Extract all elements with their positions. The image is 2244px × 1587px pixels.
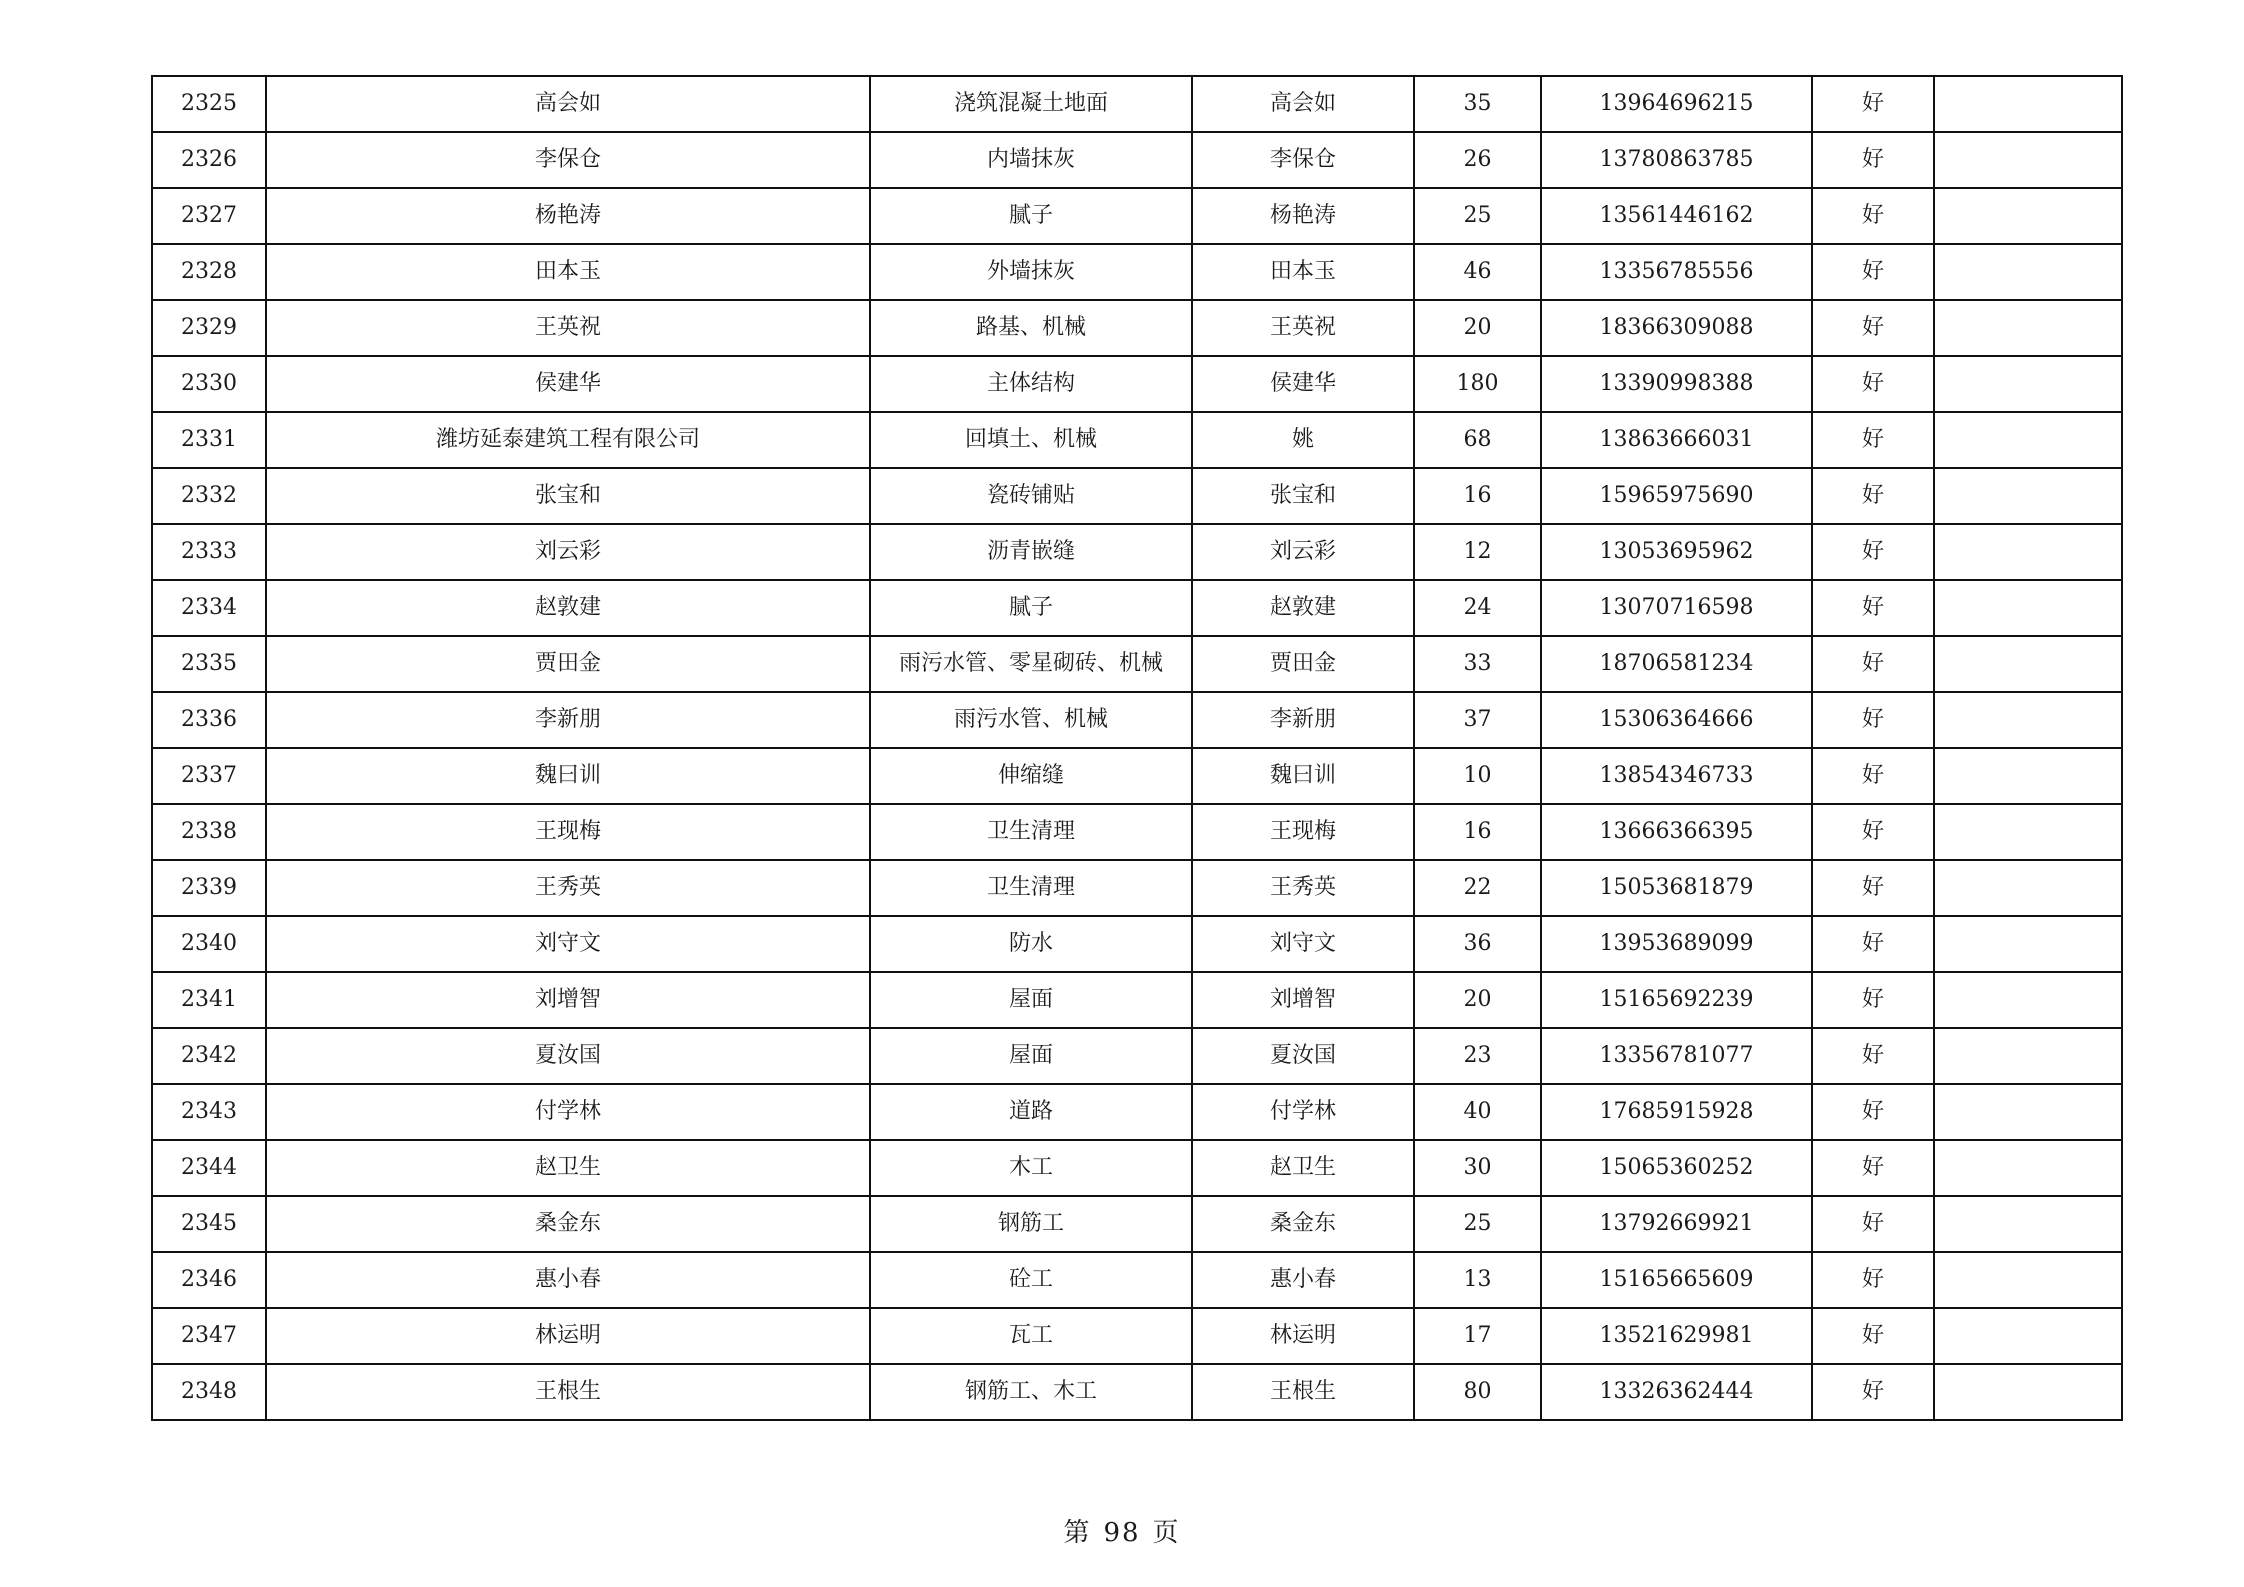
remark-cell — [1934, 804, 2122, 860]
contact-cell: 王根生 — [1192, 1364, 1414, 1420]
phone-cell: 15165692239 — [1541, 972, 1812, 1028]
name-cell: 潍坊延泰建筑工程有限公司 — [266, 412, 870, 468]
rating-cell: 好 — [1812, 636, 1934, 692]
phone-cell: 13561446162 — [1541, 188, 1812, 244]
table-row — [152, 468, 2122, 524]
name-cell: 田本玉 — [266, 244, 870, 300]
seq-cell: 2345 — [152, 1196, 266, 1252]
work-type-cell: 卫生清理 — [870, 860, 1192, 916]
seq-cell: 2340 — [152, 916, 266, 972]
contact-cell: 赵敦建 — [1192, 580, 1414, 636]
work-type-cell: 屋面 — [870, 1028, 1192, 1084]
table-row — [152, 860, 2122, 916]
contact-cell: 张宝和 — [1192, 468, 1414, 524]
table-row — [152, 1308, 2122, 1364]
contact-cell: 付学林 — [1192, 1084, 1414, 1140]
rating-cell: 好 — [1812, 244, 1934, 300]
contact-cell: 杨艳涛 — [1192, 188, 1414, 244]
contact-cell: 侯建华 — [1192, 356, 1414, 412]
count-cell: 12 — [1414, 524, 1541, 580]
work-type-cell: 防水 — [870, 916, 1192, 972]
name-cell: 付学林 — [266, 1084, 870, 1140]
name-cell: 侯建华 — [266, 356, 870, 412]
remark-cell — [1934, 1028, 2122, 1084]
rating-cell: 好 — [1812, 1308, 1934, 1364]
count-cell: 33 — [1414, 636, 1541, 692]
name-cell: 魏曰训 — [266, 748, 870, 804]
seq-cell: 2347 — [152, 1308, 266, 1364]
count-cell: 30 — [1414, 1140, 1541, 1196]
count-cell: 24 — [1414, 580, 1541, 636]
count-cell: 25 — [1414, 188, 1541, 244]
rating-cell: 好 — [1812, 132, 1934, 188]
remark-cell — [1934, 356, 2122, 412]
remark-cell — [1934, 972, 2122, 1028]
rating-cell: 好 — [1812, 356, 1934, 412]
name-cell: 刘增智 — [266, 972, 870, 1028]
count-cell: 180 — [1414, 356, 1541, 412]
count-cell: 17 — [1414, 1308, 1541, 1364]
work-type-cell: 卫生清理 — [870, 804, 1192, 860]
remark-cell — [1934, 636, 2122, 692]
contact-cell: 王秀英 — [1192, 860, 1414, 916]
table-row — [152, 692, 2122, 748]
work-type-cell: 砼工 — [870, 1252, 1192, 1308]
phone-cell: 13666366395 — [1541, 804, 1812, 860]
count-cell: 46 — [1414, 244, 1541, 300]
phone-cell: 15965975690 — [1541, 468, 1812, 524]
name-cell: 刘守文 — [266, 916, 870, 972]
page-footer-prefix: 第 — [1063, 1518, 1092, 1548]
seq-cell: 2344 — [152, 1140, 266, 1196]
phone-cell: 15065360252 — [1541, 1140, 1812, 1196]
table-row — [152, 1084, 2122, 1140]
seq-cell: 2336 — [152, 692, 266, 748]
seq-cell: 2334 — [152, 580, 266, 636]
count-cell: 37 — [1414, 692, 1541, 748]
work-type-cell: 伸缩缝 — [870, 748, 1192, 804]
name-cell: 赵卫生 — [266, 1140, 870, 1196]
rating-cell: 好 — [1812, 972, 1934, 1028]
phone-cell: 13953689099 — [1541, 916, 1812, 972]
work-type-cell: 内墙抹灰 — [870, 132, 1192, 188]
count-cell: 68 — [1414, 412, 1541, 468]
phone-cell: 13964696215 — [1541, 76, 1812, 132]
seq-cell: 2346 — [152, 1252, 266, 1308]
table-row — [152, 132, 2122, 188]
name-cell: 李保仓 — [266, 132, 870, 188]
contact-cell: 赵卫生 — [1192, 1140, 1414, 1196]
name-cell: 林运明 — [266, 1308, 870, 1364]
table-row — [152, 524, 2122, 580]
remark-cell — [1934, 300, 2122, 356]
rating-cell: 好 — [1812, 804, 1934, 860]
work-type-cell: 雨污水管、机械 — [870, 692, 1192, 748]
name-cell: 惠小春 — [266, 1252, 870, 1308]
name-cell: 贾田金 — [266, 636, 870, 692]
table-row — [152, 300, 2122, 356]
table-row — [152, 356, 2122, 412]
count-cell: 26 — [1414, 132, 1541, 188]
phone-cell: 13053695962 — [1541, 524, 1812, 580]
phone-cell: 13863666031 — [1541, 412, 1812, 468]
name-cell: 王英祝 — [266, 300, 870, 356]
seq-cell: 2342 — [152, 1028, 266, 1084]
remark-cell — [1934, 244, 2122, 300]
phone-cell: 13390998388 — [1541, 356, 1812, 412]
seq-cell: 2333 — [152, 524, 266, 580]
remark-cell — [1934, 1252, 2122, 1308]
remark-cell — [1934, 1196, 2122, 1252]
work-type-cell: 道路 — [870, 1084, 1192, 1140]
table-row — [152, 412, 2122, 468]
count-cell: 80 — [1414, 1364, 1541, 1420]
work-type-cell: 钢筋工、木工 — [870, 1364, 1192, 1420]
rating-cell: 好 — [1812, 412, 1934, 468]
seq-cell: 2326 — [152, 132, 266, 188]
seq-cell: 2339 — [152, 860, 266, 916]
rating-cell: 好 — [1812, 188, 1934, 244]
remark-cell — [1934, 916, 2122, 972]
remark-cell — [1934, 468, 2122, 524]
phone-cell: 18366309088 — [1541, 300, 1812, 356]
contact-cell: 刘增智 — [1192, 972, 1414, 1028]
table-row — [152, 244, 2122, 300]
phone-cell: 15306364666 — [1541, 692, 1812, 748]
remark-cell — [1934, 748, 2122, 804]
table-row — [152, 636, 2122, 692]
phone-cell: 17685915928 — [1541, 1084, 1812, 1140]
rating-cell: 好 — [1812, 1084, 1934, 1140]
seq-cell: 2331 — [152, 412, 266, 468]
count-cell: 36 — [1414, 916, 1541, 972]
contact-cell: 惠小春 — [1192, 1252, 1414, 1308]
phone-cell: 18706581234 — [1541, 636, 1812, 692]
name-cell: 王秀英 — [266, 860, 870, 916]
count-cell: 16 — [1414, 804, 1541, 860]
table-row — [152, 916, 2122, 972]
contact-cell: 刘云彩 — [1192, 524, 1414, 580]
work-type-cell: 腻子 — [870, 580, 1192, 636]
rating-cell: 好 — [1812, 748, 1934, 804]
seq-cell: 2330 — [152, 356, 266, 412]
page-number: 98 — [1103, 1518, 1141, 1548]
contact-cell: 刘守文 — [1192, 916, 1414, 972]
name-cell: 桑金东 — [266, 1196, 870, 1252]
work-type-cell: 雨污水管、零星砌砖、机械 — [870, 636, 1192, 692]
rating-cell: 好 — [1812, 300, 1934, 356]
phone-cell: 13070716598 — [1541, 580, 1812, 636]
contact-cell: 王英祝 — [1192, 300, 1414, 356]
count-cell: 23 — [1414, 1028, 1541, 1084]
rating-cell: 好 — [1812, 580, 1934, 636]
seq-cell: 2341 — [152, 972, 266, 1028]
phone-cell: 13356785556 — [1541, 244, 1812, 300]
contact-cell: 李保仓 — [1192, 132, 1414, 188]
seq-cell: 2338 — [152, 804, 266, 860]
phone-cell: 13326362444 — [1541, 1364, 1812, 1420]
count-cell: 10 — [1414, 748, 1541, 804]
work-type-cell: 瓷砖铺贴 — [870, 468, 1192, 524]
rating-cell: 好 — [1812, 1028, 1934, 1084]
table-row — [152, 1140, 2122, 1196]
seq-cell: 2329 — [152, 300, 266, 356]
seq-cell: 2332 — [152, 468, 266, 524]
table-row — [152, 1196, 2122, 1252]
rating-cell: 好 — [1812, 860, 1934, 916]
count-cell: 22 — [1414, 860, 1541, 916]
seq-cell: 2325 — [152, 76, 266, 132]
rating-cell: 好 — [1812, 1364, 1934, 1420]
count-cell: 16 — [1414, 468, 1541, 524]
table-row — [152, 580, 2122, 636]
name-cell: 高会如 — [266, 76, 870, 132]
phone-cell: 15053681879 — [1541, 860, 1812, 916]
seq-cell: 2327 — [152, 188, 266, 244]
contact-cell: 王现梅 — [1192, 804, 1414, 860]
rating-cell: 好 — [1812, 1252, 1934, 1308]
work-type-cell: 外墙抹灰 — [870, 244, 1192, 300]
count-cell: 35 — [1414, 76, 1541, 132]
remark-cell — [1934, 76, 2122, 132]
phone-cell: 15165665609 — [1541, 1252, 1812, 1308]
phone-cell: 13792669921 — [1541, 1196, 1812, 1252]
table-row — [152, 1364, 2122, 1420]
contact-cell: 夏汝国 — [1192, 1028, 1414, 1084]
work-type-cell: 钢筋工 — [870, 1196, 1192, 1252]
remark-cell — [1934, 1364, 2122, 1420]
count-cell: 40 — [1414, 1084, 1541, 1140]
contact-cell: 高会如 — [1192, 76, 1414, 132]
table-row — [152, 1252, 2122, 1308]
work-type-cell: 回填土、机械 — [870, 412, 1192, 468]
remark-cell — [1934, 1084, 2122, 1140]
remark-cell — [1934, 692, 2122, 748]
rating-cell: 好 — [1812, 916, 1934, 972]
records-table-body — [152, 76, 2122, 1420]
contact-cell: 田本玉 — [1192, 244, 1414, 300]
rating-cell: 好 — [1812, 1140, 1934, 1196]
count-cell: 13 — [1414, 1252, 1541, 1308]
table-row — [152, 188, 2122, 244]
work-type-cell: 腻子 — [870, 188, 1192, 244]
name-cell: 张宝和 — [266, 468, 870, 524]
rating-cell: 好 — [1812, 468, 1934, 524]
work-type-cell: 浇筑混凝土地面 — [870, 76, 1192, 132]
phone-cell: 13854346733 — [1541, 748, 1812, 804]
remark-cell — [1934, 1140, 2122, 1196]
contact-cell: 姚 — [1192, 412, 1414, 468]
remark-cell — [1934, 412, 2122, 468]
seq-cell: 2337 — [152, 748, 266, 804]
rating-cell: 好 — [1812, 692, 1934, 748]
phone-cell: 13521629981 — [1541, 1308, 1812, 1364]
table-row — [152, 804, 2122, 860]
work-type-cell: 木工 — [870, 1140, 1192, 1196]
page-footer — [0, 1512, 2244, 1549]
contact-cell: 魏曰训 — [1192, 748, 1414, 804]
contact-cell: 桑金东 — [1192, 1196, 1414, 1252]
name-cell: 李新朋 — [266, 692, 870, 748]
rating-cell: 好 — [1812, 1196, 1934, 1252]
name-cell: 杨艳涛 — [266, 188, 870, 244]
work-type-cell: 沥青嵌缝 — [870, 524, 1192, 580]
name-cell: 王根生 — [266, 1364, 870, 1420]
work-type-cell: 主体结构 — [870, 356, 1192, 412]
table-row — [152, 972, 2122, 1028]
name-cell: 夏汝国 — [266, 1028, 870, 1084]
records-table — [151, 75, 2123, 1421]
work-type-cell: 瓦工 — [870, 1308, 1192, 1364]
phone-cell: 13780863785 — [1541, 132, 1812, 188]
remark-cell — [1934, 860, 2122, 916]
name-cell: 刘云彩 — [266, 524, 870, 580]
work-type-cell: 屋面 — [870, 972, 1192, 1028]
rating-cell: 好 — [1812, 524, 1934, 580]
remark-cell — [1934, 524, 2122, 580]
remark-cell — [1934, 188, 2122, 244]
table-row — [152, 76, 2122, 132]
phone-cell: 13356781077 — [1541, 1028, 1812, 1084]
remark-cell — [1934, 1308, 2122, 1364]
page-footer-suffix: 页 — [1152, 1518, 1181, 1548]
work-type-cell: 路基、机械 — [870, 300, 1192, 356]
remark-cell — [1934, 132, 2122, 188]
name-cell: 赵敦建 — [266, 580, 870, 636]
name-cell: 王现梅 — [266, 804, 870, 860]
seq-cell: 2343 — [152, 1084, 266, 1140]
table-row — [152, 748, 2122, 804]
count-cell: 20 — [1414, 972, 1541, 1028]
contact-cell: 李新朋 — [1192, 692, 1414, 748]
seq-cell: 2328 — [152, 244, 266, 300]
remark-cell — [1934, 580, 2122, 636]
rating-cell: 好 — [1812, 76, 1934, 132]
count-cell: 20 — [1414, 300, 1541, 356]
table-row — [152, 1028, 2122, 1084]
contact-cell: 贾田金 — [1192, 636, 1414, 692]
seq-cell: 2348 — [152, 1364, 266, 1420]
contact-cell: 林运明 — [1192, 1308, 1414, 1364]
seq-cell: 2335 — [152, 636, 266, 692]
count-cell: 25 — [1414, 1196, 1541, 1252]
